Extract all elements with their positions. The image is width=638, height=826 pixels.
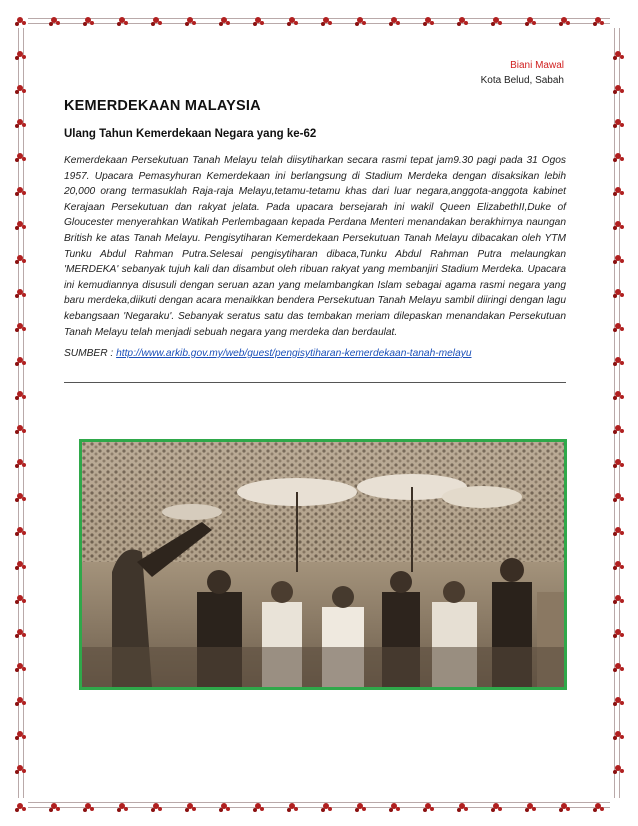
ornament-icon xyxy=(459,803,465,809)
ornament-icon xyxy=(615,731,621,737)
page-subtitle: Ulang Tahun Kemerdekaan Negara yang ke-62 xyxy=(64,128,317,140)
ornament-icon xyxy=(615,527,621,533)
ornament-icon xyxy=(615,765,621,771)
ornament-icon xyxy=(561,17,567,23)
ornament-icon xyxy=(17,595,23,601)
ornament-icon xyxy=(255,17,261,23)
ornament-icon xyxy=(615,323,621,329)
ornament-icon xyxy=(51,17,57,23)
source-line xyxy=(64,348,472,359)
ornament-icon xyxy=(425,803,431,809)
ornament-icon xyxy=(17,51,23,57)
ornament-icon xyxy=(17,153,23,159)
border-top xyxy=(28,14,610,28)
photo-illustration xyxy=(82,442,564,687)
ornament-icon xyxy=(17,493,23,499)
ornament-icon xyxy=(17,731,23,737)
ornament-icon xyxy=(221,803,227,809)
article-body: Kemerdekaan Persekutuan Tanah Melayu telah diisytiharkan secara rasmi tepat jam9.30 pagi pada 31 Ogos 1957. Upacara Pemasyhuran Kemerdekaan ini berlangsung di Stadium Merdeka dengan disaksikan lebih 20,000 orang termasuklah Raja-raja Melayu,tetamu-tetamu khas dari luar negara,anggota-anggota kabinet Kerajaan Persekutuan dan rakyat jelata. Pada upacara bersejarah ini wakil Queen ElizabethII,Duke of Gloucester menyerahkan Watikah Perlembagaan kepada Perdana Menteri menandakan berakhirnya naungan British ke atas Tanah Melayu. Pengisytiharan Kemerdekaan Persekutuan Tanah Melayu dibacakan oleh YTM Tunku Abdul Rahman Putra.Selesai pengisytiharan dibaca,Tunku Abdul Rahman Putra melaungkan 'MERDEKA' sebanyak tujuh kali dan disambut oleh ribuan rakyat yang membanjiri Stadium Merdeka. Upacara ini kemudiannya disusuli dengan seruan azan yang melambangkan Islam sebagai agama rasmi negara yang baru merdeka,diikuti dengan acara menaikkan bendera Persekutuan Tanah Melayu sambil diiringi dengan lagu kebangsaan 'Negaraku'. Sebanyak seratus satu das tembakan meriam dilepaskan menandakan Persekutuan Tanah Melayu telah menjadi sebuah negara yang merdeka dan berdaulat. xyxy=(64,155,566,338)
ornament-icon xyxy=(17,663,23,669)
ornament-icon xyxy=(17,255,23,261)
ornament-icon xyxy=(17,765,23,771)
ornament-icon xyxy=(17,85,23,91)
ornament-icon xyxy=(17,187,23,193)
border-left xyxy=(14,28,28,798)
ornament-icon xyxy=(17,629,23,635)
ornament-icon xyxy=(153,803,159,809)
ornament-icon xyxy=(615,391,621,397)
ornament-icon xyxy=(615,119,621,125)
ornament-icon xyxy=(493,17,499,23)
ornament-icon xyxy=(17,697,23,703)
ornament-icon xyxy=(615,697,621,703)
source-link[interactable]: http://www.arkib.gov.my/web/guest/pengisytiharan-kemerdekaan-tanah-melayu xyxy=(116,348,472,359)
ornament-icon xyxy=(615,357,621,363)
ornament-icon xyxy=(615,153,621,159)
ornament-icon xyxy=(357,17,363,23)
ornament-icon xyxy=(153,17,159,23)
ornament-icon xyxy=(615,459,621,465)
ornament-icon xyxy=(17,289,23,295)
ornament-icon xyxy=(17,391,23,397)
ornament-icon xyxy=(323,17,329,23)
ornament-icon xyxy=(615,255,621,261)
ornament-icon xyxy=(289,803,295,809)
ornament-icon xyxy=(17,323,23,329)
ornament-icon xyxy=(221,17,227,23)
ornament-icon xyxy=(615,493,621,499)
border-right xyxy=(610,28,624,798)
ornament-icon xyxy=(17,17,23,23)
ornament-icon xyxy=(527,17,533,23)
ornament-icon xyxy=(119,17,125,23)
ornament-icon xyxy=(17,561,23,567)
ornament-icon xyxy=(615,289,621,295)
ornament-icon xyxy=(615,663,621,669)
ornament-icon xyxy=(17,425,23,431)
ornament-icon xyxy=(391,17,397,23)
ornament-icon xyxy=(595,803,601,809)
ornament-icon xyxy=(615,425,621,431)
ornament-icon xyxy=(391,803,397,809)
ornament-icon xyxy=(17,357,23,363)
ornament-icon xyxy=(187,17,193,23)
ornament-icon xyxy=(615,85,621,91)
source-label: SUMBER : xyxy=(64,348,117,359)
ornament-icon xyxy=(493,803,499,809)
ornament-icon xyxy=(615,629,621,635)
ornament-icon xyxy=(17,527,23,533)
page-title: KEMERDEKAAN MALAYSIA xyxy=(64,98,261,114)
author-block xyxy=(481,58,564,88)
ornament-icon xyxy=(425,17,431,23)
ornament-icon xyxy=(187,803,193,809)
ornament-icon xyxy=(17,459,23,465)
ornament-icon xyxy=(615,51,621,57)
author-name: Biani Mawal xyxy=(510,60,564,71)
ornament-icon xyxy=(51,803,57,809)
historical-photo xyxy=(79,439,567,690)
author-place: Kota Belud, Sabah xyxy=(480,75,564,86)
ornament-icon xyxy=(289,17,295,23)
border-bottom xyxy=(28,798,610,812)
ornament-icon xyxy=(615,221,621,227)
ornament-icon xyxy=(17,803,23,809)
ornament-icon xyxy=(357,803,363,809)
divider xyxy=(64,382,566,383)
ornament-icon xyxy=(85,17,91,23)
ornament-icon xyxy=(17,119,23,125)
ornament-icon xyxy=(561,803,567,809)
ornament-icon xyxy=(119,803,125,809)
ornament-icon xyxy=(323,803,329,809)
ornament-icon xyxy=(527,803,533,809)
ornament-icon xyxy=(255,803,261,809)
ornament-icon xyxy=(459,17,465,23)
ornament-icon xyxy=(17,221,23,227)
ornament-icon xyxy=(615,595,621,601)
ornament-icon xyxy=(615,187,621,193)
ornament-icon xyxy=(615,561,621,567)
ornament-icon xyxy=(595,17,601,23)
ornament-icon xyxy=(85,803,91,809)
